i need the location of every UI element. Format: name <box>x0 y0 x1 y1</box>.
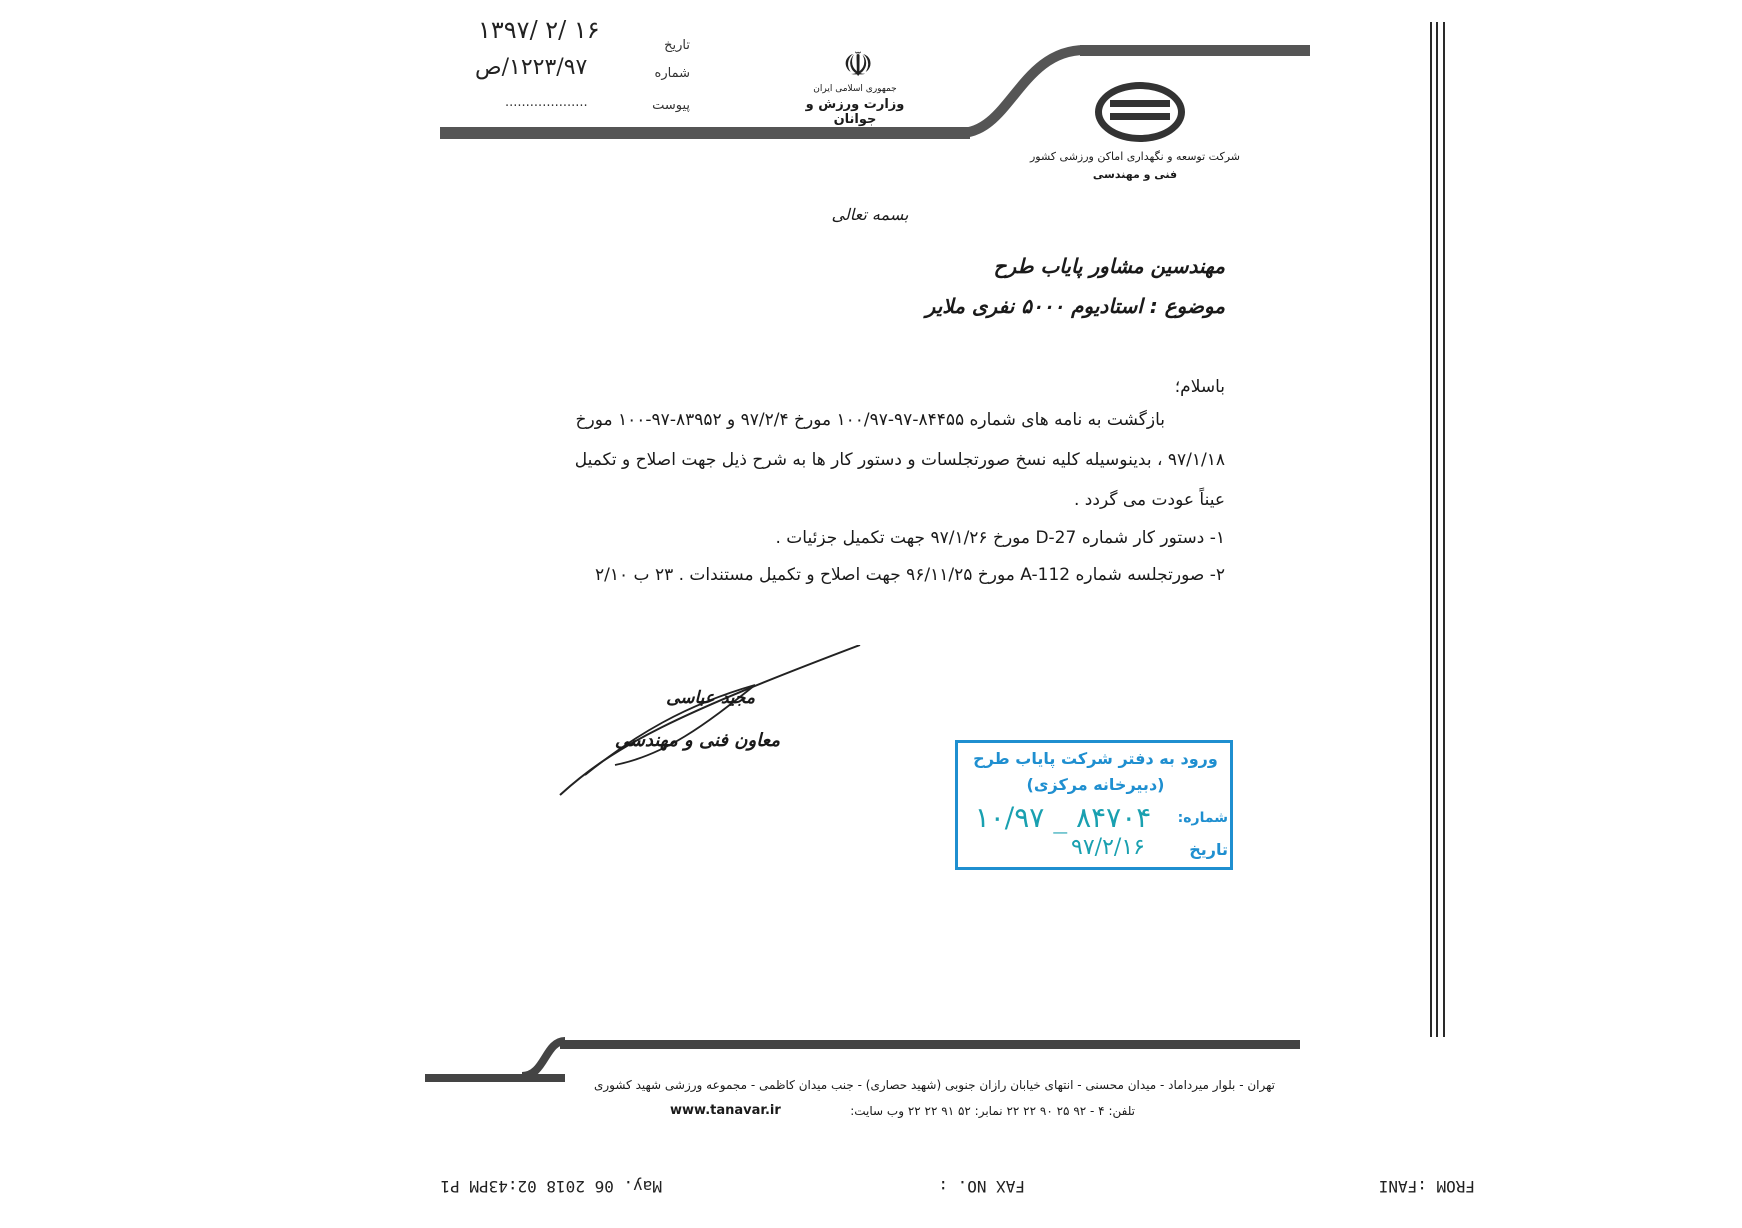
attachment-label: پیوست <box>652 98 690 113</box>
footer-address: تهران - بلوار میرداماد - میدان محسنی - انتهای خیابان رازان جنوبی (شهید حصاری) - جنب میدان کاظمی - مجموعه ورزشی شهید کشوری <box>593 1078 1275 1092</box>
signature-icon <box>555 645 865 805</box>
company-name: شرکت توسعه و نگهداری اماکن ورزشی کشور <box>1029 150 1240 163</box>
subject: موضوع : استادیوم ۵۰۰۰ نفری ملایر <box>925 294 1225 318</box>
salutation-top: بسمه تعالی <box>831 205 909 224</box>
list-item-1: ۱- دستور کار شماره D-27 مورخ ۹۷/۱/۲۶ جهت تکمیل جزئیات . <box>775 528 1225 548</box>
attachment-dots: .................... <box>505 95 588 110</box>
footer-phone: تلفن: ۴ - ۹۲ ۲۵ ۹۰ ۲۲ ۲۲ نمابر: ۵۲ ۹۱ ۲۲ ۲۲ وب سایت: <box>850 1104 1135 1118</box>
number-value: ۱۲۲۳/۹۷/ص <box>475 55 588 80</box>
number-label: شماره <box>654 66 690 81</box>
stamp-line-2: (دبیرخانه مرکزی) <box>1026 775 1165 794</box>
stamp-number-label: شماره: <box>1177 810 1228 826</box>
ministry-small-text: جمهوری اسلامی ایران <box>813 84 897 94</box>
iran-emblem-icon: ☫ <box>842 45 874 85</box>
footer-website: www.tanavar.ir <box>670 1103 781 1118</box>
header-curve <box>960 45 1090 140</box>
fax-edge-line-1 <box>1430 22 1432 1037</box>
footer-band <box>560 1040 1300 1049</box>
paragraph-line-2: ۹۷/۱/۱۸ ، بدینوسیله کلیه نسخ صورتجلسات و دستور کار ها به شرح ذیل جهت اصلاح و تکمیل <box>574 450 1225 470</box>
addressee: مهندسین مشاور پایاب طرح <box>993 254 1225 278</box>
fax-number: FAX NO. : <box>938 1177 1025 1196</box>
signer-title: معاون فنی و مهندسی <box>614 730 780 751</box>
fax-edge-line-3 <box>1443 22 1445 1037</box>
paragraph-line-3: عیناً عودت می گردد . <box>1074 490 1225 510</box>
date-value: ۱۳۹۷/ ۲/ ۱۶ <box>478 16 600 44</box>
ministry-name: وزارت ورزش و جوانان <box>805 97 905 127</box>
fax-from: FROM :FANI <box>1378 1177 1475 1196</box>
company-dept: فنی و مهندسی <box>1092 168 1178 181</box>
company-logo-icon <box>1095 82 1185 142</box>
greeting: باسلام؛ <box>1174 377 1225 397</box>
stamp-date-value: ۹۷/۲/۱۶ <box>1071 835 1145 860</box>
fax-edge-line-2 <box>1436 22 1438 1037</box>
company-logo-bar <box>1110 100 1170 107</box>
receipt-stamp <box>955 740 1233 870</box>
company-logo-bar <box>1110 113 1170 120</box>
stamp-date-label: تاریخ <box>1189 840 1228 859</box>
list-item-2: ۲- صورتجلسه شماره A-112 مورخ ۹۶/۱۱/۲۵ جهت اصلاح و تکمیل مستندات . ۲۳ ب ۲/۱۰ <box>595 565 1225 585</box>
header-band-right <box>1080 45 1310 56</box>
fax-date-time: May. 06 2018 02:43PM P1 <box>440 1177 662 1196</box>
signer-name: مجید عباسی <box>666 688 755 708</box>
stamp-line-1: ورود به دفتر شرکت پایاب طرح <box>973 749 1218 768</box>
date-label: تاریخ <box>664 38 690 53</box>
stamp-number-value: ۱۰/۹۷ _ ۸۴۷۰۴ <box>974 801 1152 834</box>
paragraph-line-1: بازگشت به نامه های شماره ۸۴۴۵۵-۹۷-۱۰۰/۹۷ مورخ ۹۷/۲/۴ و ۸۳۹۵۲-۹۷-۱۰۰ مورخ <box>575 410 1165 430</box>
header-band <box>440 127 970 139</box>
